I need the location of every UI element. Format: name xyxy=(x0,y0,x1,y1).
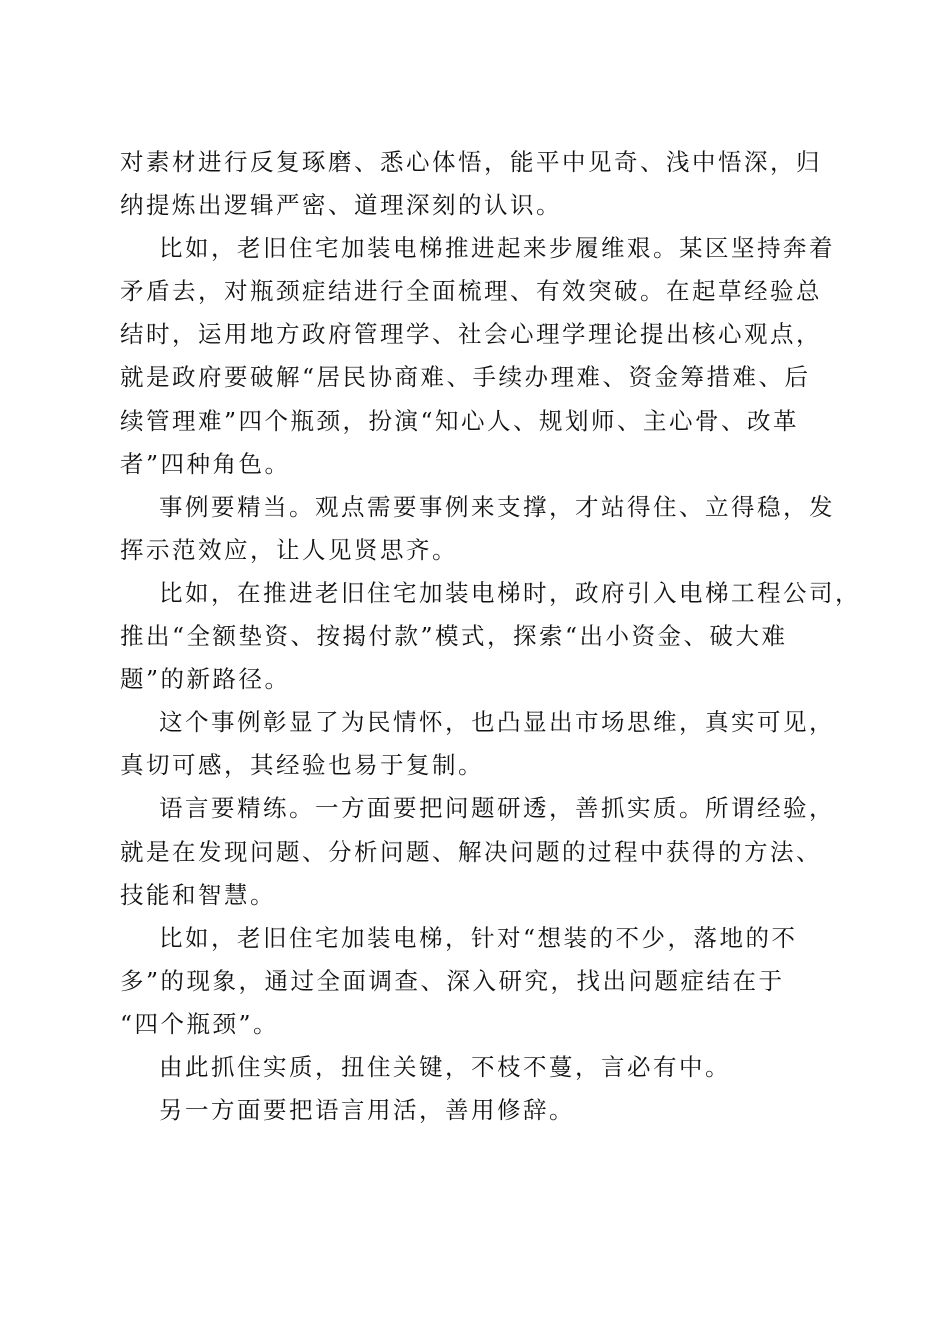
paragraph-3 xyxy=(120,486,835,572)
text-line: 挥示范效应，让人见贤思齐。 xyxy=(120,535,458,564)
text-line: 矛盾去，对瓶颈症结进行全面梳理、有效突破。在起草经验总 xyxy=(120,277,822,306)
text-line: 语言要精练。一方面要把问题研透，善抓实质。所谓经验， xyxy=(159,794,835,823)
text-line: 比如，在推进老旧住宅加装电梯时，政府引入电梯工程公司， xyxy=(159,578,861,607)
text-line: 这个事例彰显了为民情怀，也凸显出市场思维，真实可见， xyxy=(159,708,835,737)
text-line: 事例要精当。观点需要事例来支撑，才站得住、立得稳，发 xyxy=(159,492,835,521)
text-line: 者”四种角色。 xyxy=(120,449,291,478)
paragraph-2 xyxy=(120,227,835,486)
text-line: 题”的新路径。 xyxy=(120,665,291,694)
text-line: 真切可感，其经验也易于复制。 xyxy=(120,751,484,780)
text-line: 结时，运用地方政府管理学、社会心理学理论提出核心观点， xyxy=(120,320,822,349)
text-line: 另一方面要把语言用活，善用修辞。 xyxy=(159,1096,575,1125)
text-line: 续管理难”四个瓶颈，扮演“知心人、规划师、主心骨、改革 xyxy=(120,406,800,435)
text-line: 技能和智慧。 xyxy=(120,880,276,909)
text-line: 对素材进行反复琢磨、悉心体悟，能平中见奇、浅中悟深，归 xyxy=(120,148,822,176)
paragraph-6 xyxy=(120,787,835,916)
text-line: “四个瓶颈”。 xyxy=(120,1009,280,1038)
paragraph-5 xyxy=(120,701,835,787)
paragraph-4 xyxy=(120,572,861,701)
text-line: 就是政府要破解“居民协商难、手续办理难、资金筹措难、后 xyxy=(120,363,811,392)
paragraph-9 xyxy=(120,1089,835,1132)
paragraph-7 xyxy=(120,917,835,1046)
text-line: 比如，老旧住宅加装电梯推进起来步履维艰。某区坚持奔着 xyxy=(159,234,835,263)
document-body xyxy=(120,141,861,1132)
paragraph-1 xyxy=(120,141,835,227)
text-line: 比如，老旧住宅加装电梯，针对“想装的不少，落地的不 xyxy=(159,923,798,952)
text-line: 推出“全额垫资、按揭付款”模式，探索“出小资金、破大难 xyxy=(120,622,788,651)
text-line: 纳提炼出逻辑严密、道理深刻的认识。 xyxy=(120,191,562,220)
text-line: 由此抓住实质，扭住关键，不枝不蔓，言必有中。 xyxy=(159,1052,731,1081)
text-line: 就是在发现问题、分析问题、解决问题的过程中获得的方法、 xyxy=(120,837,822,866)
paragraph-8 xyxy=(120,1046,835,1089)
text-line: 多”的现象，通过全面调查、深入研究，找出问题症结在于 xyxy=(120,966,785,995)
